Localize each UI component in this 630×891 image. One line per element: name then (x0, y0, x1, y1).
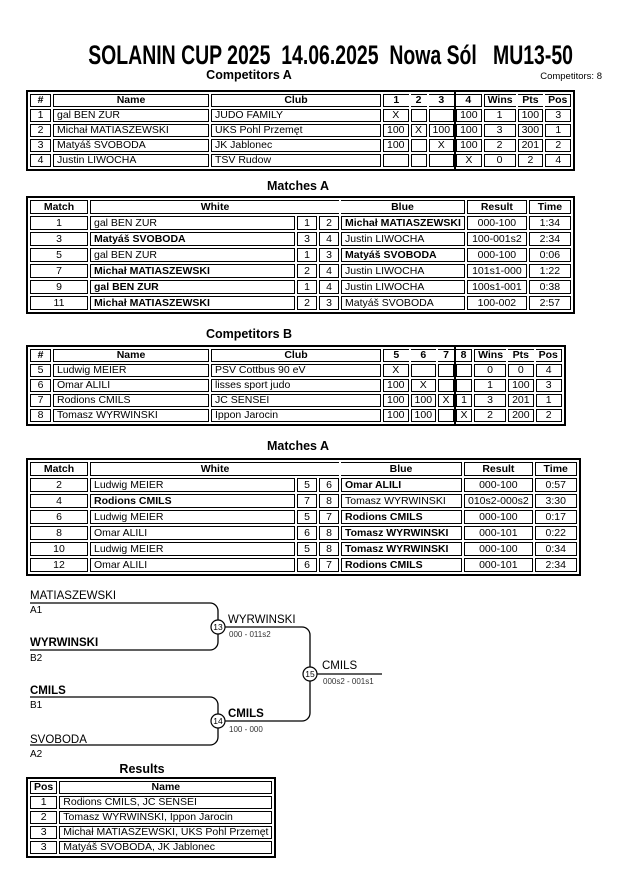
white-num-cell: 2 (297, 264, 317, 278)
score-cell: X (456, 409, 472, 422)
pos-cell: 3 (536, 379, 562, 392)
num-cell: 5 (30, 364, 51, 377)
name-cell: Rodions CMILS, JC SENSEI (59, 796, 272, 809)
time-cell: 2:34 (535, 558, 577, 572)
match-no-cell: 8 (30, 526, 88, 540)
num-cell: 6 (30, 379, 51, 392)
pts-header: Pts (518, 94, 544, 107)
table-row (30, 841, 272, 854)
final-winner-name: CMILS (322, 660, 358, 672)
blue-name-cell: Omar ALILI (341, 478, 462, 492)
time-cell: 0:38 (529, 280, 571, 294)
white-header: White (90, 462, 339, 476)
name-cell: Matyáš SVOBODA, JK Jablonec (59, 841, 272, 854)
result-cell: 000-101 (464, 526, 533, 540)
pos-cell: 2 (545, 139, 571, 152)
score-col-header: 8 (456, 349, 472, 362)
num-header: # (30, 349, 51, 362)
score-cell (411, 154, 427, 167)
blue-num-cell: 7 (319, 558, 339, 572)
table-row (30, 379, 562, 392)
blue-name-cell: Justin LIWOCHA (341, 280, 465, 294)
pts-cell: 100 (518, 109, 544, 122)
bracket-slot4-seed: A2 (30, 749, 43, 760)
time-cell: 0:17 (535, 510, 577, 524)
table-row (30, 109, 571, 122)
score-cell: X (411, 379, 437, 392)
pos-header: Pos (545, 94, 571, 107)
white-name-cell: Ludwig MEIER (90, 542, 295, 556)
bracket-slot4-name: SVOBODA (30, 734, 87, 746)
name-header: Name (53, 349, 209, 362)
blue-num-cell: 7 (319, 510, 339, 524)
final-score: 000s2 - 001s1 (323, 677, 374, 686)
score-cell (383, 154, 409, 167)
blue-num-cell: 6 (319, 478, 339, 492)
pos-cell: 4 (536, 364, 562, 377)
time-cell: 0:22 (535, 526, 577, 540)
name-header: Name (59, 781, 272, 794)
time-cell: 2:34 (529, 232, 571, 246)
result-cell: 100-002 (467, 296, 527, 310)
pts-cell: 300 (518, 124, 544, 137)
name-cell: Omar ALILI (53, 379, 209, 392)
time-cell: 1:22 (529, 264, 571, 278)
white-num-cell: 1 (297, 248, 317, 262)
table-header-row (30, 94, 571, 107)
match-no-cell: 5 (30, 248, 88, 262)
white-name-cell: Matyáš SVOBODA (90, 232, 295, 246)
score-col-header: 1 (383, 94, 409, 107)
match-no-cell: 6 (30, 510, 88, 524)
white-name-cell: Michał MATIASZEWSKI (90, 296, 295, 310)
pos-header: Pos (536, 349, 562, 362)
white-name-cell: Rodions CMILS (90, 494, 295, 508)
score-cell (438, 364, 454, 377)
bracket-slot1-name: MATIASZEWSKI (30, 590, 117, 602)
competitors-b-heading: Competitors B (205, 327, 293, 341)
table-row (30, 526, 577, 540)
blue-name-cell: Tomasz WYRWINSKI (341, 494, 462, 508)
club-cell: PSV Cottbus 90 eV (211, 364, 381, 377)
match-no-cell: 9 (30, 280, 88, 294)
score-cell (411, 364, 437, 377)
blue-name-cell: Rodions CMILS (341, 558, 462, 572)
num-header: # (30, 94, 51, 107)
blue-name-cell: Matyáš SVOBODA (341, 248, 465, 262)
blue-num-cell: 2 (319, 216, 339, 230)
table-row (30, 296, 571, 310)
table-row (30, 394, 562, 407)
result-cell: 100-001s2 (467, 232, 527, 246)
table-row (30, 811, 272, 824)
result-header: Result (467, 200, 527, 214)
match-no-cell: 1 (30, 216, 88, 230)
semifinal-2-winner-name: CMILS (228, 708, 264, 720)
white-name-cell: Michał MATIASZEWSKI (90, 264, 295, 278)
blue-num-cell: 3 (319, 296, 339, 310)
name-header: Name (53, 94, 209, 107)
result-cell: 000-100 (464, 542, 533, 556)
blue-name-cell: Justin LIWOCHA (341, 264, 465, 278)
club-header: Club (211, 94, 381, 107)
white-name-cell: Omar ALILI (90, 558, 295, 572)
table-row (30, 216, 571, 230)
score-cell: 100 (429, 124, 455, 137)
club-cell: TSV Rudow (211, 154, 381, 167)
page-title: SOLANIN CUP 2025 14.06.2025 Nowa Sól MU13-50 (88, 40, 573, 70)
white-num-cell: 1 (297, 216, 317, 230)
pts-cell: 100 (508, 379, 534, 392)
match-no-cell: 11 (30, 296, 88, 310)
pts-cell: 0 (508, 364, 534, 377)
score-cell: X (383, 364, 409, 377)
time-cell: 0:57 (535, 478, 577, 492)
pos-cell: 1 (536, 394, 562, 407)
wins-cell: 3 (474, 394, 506, 407)
num-cell: 7 (30, 394, 51, 407)
score-cell (456, 364, 472, 377)
result-cell: 000-100 (467, 248, 527, 262)
club-cell: Ippon Jarocin (211, 409, 381, 422)
score-cell: 100 (383, 139, 409, 152)
result-header: Result (464, 462, 533, 476)
score-cell: 100 (383, 124, 409, 137)
club-cell: JC SENSEI (211, 394, 381, 407)
name-cell: Justin LIWOCHA (53, 154, 209, 167)
white-num-cell: 5 (297, 478, 317, 492)
pos-cell: 3 (30, 826, 57, 839)
table-header-row (30, 781, 272, 794)
score-cell: 100 (383, 379, 409, 392)
club-cell: lisses sport judo (211, 379, 381, 392)
score-cell: 100 (456, 109, 482, 122)
white-name-cell: gal BEN ZUR (90, 216, 295, 230)
competitors-count: Competitors: 8 (540, 71, 602, 82)
match-15-number: 15 (305, 669, 315, 679)
score-col-header: 6 (411, 349, 437, 362)
semifinal-1-winner-name: WYRWINSKI (228, 614, 296, 626)
match-no-cell: 2 (30, 478, 88, 492)
white-num-cell: 7 (297, 494, 317, 508)
score-col-header: 2 (411, 94, 427, 107)
score-cell: 100 (456, 124, 482, 137)
bracket-slot1-seed: A1 (30, 605, 43, 616)
white-num-cell: 2 (297, 296, 317, 310)
table-row (30, 409, 562, 422)
table-row (30, 124, 571, 137)
results-table (26, 777, 276, 858)
white-header: White (90, 200, 339, 214)
num-cell: 1 (30, 109, 51, 122)
score-cell: X (456, 154, 482, 167)
white-num-cell: 1 (297, 280, 317, 294)
pos-header: Pos (30, 781, 57, 794)
wins-divider-line (454, 346, 456, 425)
blue-num-cell: 4 (319, 280, 339, 294)
bracket-slot2-seed: B2 (30, 653, 43, 664)
pos-cell: 2 (536, 409, 562, 422)
table-row (30, 232, 571, 246)
pts-header: Pts (508, 349, 534, 362)
name-cell: Matyáš SVOBODA (53, 139, 209, 152)
blue-name-cell: Justin LIWOCHA (341, 232, 465, 246)
match-no-cell: 4 (30, 494, 88, 508)
white-num-cell: 3 (297, 232, 317, 246)
score-cell (438, 379, 454, 392)
score-cell: X (438, 394, 454, 407)
table-row (30, 154, 571, 167)
score-cell (438, 409, 454, 422)
wins-header: Wins (474, 349, 506, 362)
name-cell: Michał MATIASZEWSKI (53, 124, 209, 137)
table-row (30, 796, 272, 809)
time-cell: 3:30 (535, 494, 577, 508)
name-cell: Michał MATIASZEWSKI, UKS Pohl Przemęt (59, 826, 272, 839)
blue-name-cell: Tomasz WYRWINSKI (341, 526, 462, 540)
table-row (30, 494, 577, 508)
bracket-slot2-name: WYRWINSKI (30, 637, 99, 649)
time-header: Time (535, 462, 577, 476)
blue-header: Blue (341, 200, 465, 214)
white-name-cell: Omar ALILI (90, 526, 295, 540)
name-cell: Tomasz WYRWINSKI (53, 409, 209, 422)
table-row (30, 364, 562, 377)
semifinal-2-score: 100 - 000 (229, 725, 263, 734)
match-13-number: 13 (213, 622, 223, 632)
table-header-row (30, 349, 562, 362)
white-name-cell: gal BEN ZUR (90, 248, 295, 262)
score-col-header: 7 (438, 349, 454, 362)
table-row (30, 139, 571, 152)
white-num-cell: 6 (297, 526, 317, 540)
result-cell: 000-101 (464, 558, 533, 572)
table-header-row (30, 200, 571, 214)
num-cell: 4 (30, 154, 51, 167)
final-bracket (0, 580, 630, 770)
score-cell: X (429, 139, 455, 152)
score-cell: 1 (456, 394, 472, 407)
competitors-a-table (26, 90, 575, 171)
blue-num-cell: 8 (319, 542, 339, 556)
blue-num-cell: 8 (319, 526, 339, 540)
blue-name-cell: Rodions CMILS (341, 510, 462, 524)
wins-cell: 2 (474, 409, 506, 422)
semifinal-1-score: 000 - 011s2 (229, 630, 271, 639)
pos-cell: 1 (30, 796, 57, 809)
match-no-cell: 3 (30, 232, 88, 246)
time-cell: 1:34 (529, 216, 571, 230)
time-cell: 2:57 (529, 296, 571, 310)
num-cell: 2 (30, 124, 51, 137)
competitors-a-heading: Competitors A (206, 68, 292, 82)
table-row (30, 826, 272, 839)
score-cell: 100 (383, 409, 409, 422)
wins-cell: 0 (484, 154, 516, 167)
blue-num-cell: 3 (319, 248, 339, 262)
table-row (30, 558, 577, 572)
bracket-slot3-name: CMILS (30, 685, 66, 697)
white-num-cell: 5 (297, 542, 317, 556)
pts-cell: 201 (518, 139, 544, 152)
time-header: Time (529, 200, 571, 214)
white-num-cell: 5 (297, 510, 317, 524)
table-row (30, 264, 571, 278)
bracket-slot3-seed: B1 (30, 700, 43, 711)
white-name-cell: Ludwig MEIER (90, 510, 295, 524)
wins-cell: 3 (484, 124, 516, 137)
score-cell: X (411, 124, 427, 137)
result-cell: 101s1-000 (467, 264, 527, 278)
match-no-cell: 7 (30, 264, 88, 278)
score-cell (429, 154, 455, 167)
score-cell: 100 (411, 394, 437, 407)
white-name-cell: Ludwig MEIER (90, 478, 295, 492)
blue-name-cell: Michał MATIASZEWSKI (341, 216, 465, 230)
score-cell: 100 (383, 394, 409, 407)
match-header: Match (30, 462, 88, 476)
name-cell: Rodions CMILS (53, 394, 209, 407)
score-cell: X (383, 109, 409, 122)
table-header-row (30, 462, 577, 476)
pos-cell: 3 (30, 841, 57, 854)
match-header: Match (30, 200, 88, 214)
name-cell: gal BEN ZUR (53, 109, 209, 122)
result-cell: 000-100 (464, 510, 533, 524)
white-num-cell: 6 (297, 558, 317, 572)
blue-header: Blue (341, 462, 462, 476)
blue-num-cell: 4 (319, 232, 339, 246)
match-14-number: 14 (213, 716, 223, 726)
table-row (30, 280, 571, 294)
score-cell (411, 109, 427, 122)
match-no-cell: 10 (30, 542, 88, 556)
result-cell: 010s2-000s2 (464, 494, 533, 508)
score-cell: 100 (456, 139, 482, 152)
wins-cell: 0 (474, 364, 506, 377)
pos-cell: 4 (545, 154, 571, 167)
score-cell (411, 139, 427, 152)
table-row (30, 542, 577, 556)
wins-divider-line (454, 91, 456, 170)
time-cell: 0:34 (535, 542, 577, 556)
wins-cell: 2 (484, 139, 516, 152)
matches-b-heading: Matches A (266, 439, 330, 453)
blue-name-cell: Tomasz WYRWINSKI (341, 542, 462, 556)
pos-cell: 3 (545, 109, 571, 122)
blue-name-cell: Matyáš SVOBODA (341, 296, 465, 310)
score-col-header: 5 (383, 349, 409, 362)
result-cell: 000-100 (464, 478, 533, 492)
results-heading: Results (119, 762, 165, 776)
matches-b-table (26, 458, 581, 576)
match-no-cell: 12 (30, 558, 88, 572)
blue-num-cell: 8 (319, 494, 339, 508)
table-row (30, 510, 577, 524)
wins-cell: 1 (474, 379, 506, 392)
score-cell: 100 (411, 409, 437, 422)
num-cell: 8 (30, 409, 51, 422)
club-cell: JUDO FAMILY (211, 109, 381, 122)
pos-cell: 2 (30, 811, 57, 824)
time-cell: 0:06 (529, 248, 571, 262)
white-name-cell: gal BEN ZUR (90, 280, 295, 294)
table-row (30, 478, 577, 492)
score-cell (429, 109, 455, 122)
blue-num-cell: 4 (319, 264, 339, 278)
pos-cell: 1 (545, 124, 571, 137)
result-cell: 000-100 (467, 216, 527, 230)
num-cell: 3 (30, 139, 51, 152)
pts-cell: 2 (518, 154, 544, 167)
club-header: Club (211, 349, 381, 362)
name-cell: Ludwig MEIER (53, 364, 209, 377)
pts-cell: 201 (508, 394, 534, 407)
name-cell: Tomasz WYRWINSKI, Ippon Jarocin (59, 811, 272, 824)
matches-a-heading: Matches A (266, 179, 330, 193)
score-col-header: 3 (429, 94, 455, 107)
club-cell: JK Jablonec (211, 139, 381, 152)
pts-cell: 200 (508, 409, 534, 422)
score-col-header: 4 (456, 94, 482, 107)
result-cell: 100s1-001 (467, 280, 527, 294)
club-cell: UKS Pohl Przemęt (211, 124, 381, 137)
wins-header: Wins (484, 94, 516, 107)
competitors-b-table (26, 345, 566, 426)
matches-a-table (26, 196, 575, 314)
table-row (30, 248, 571, 262)
wins-cell: 1 (484, 109, 516, 122)
score-cell (456, 379, 472, 392)
